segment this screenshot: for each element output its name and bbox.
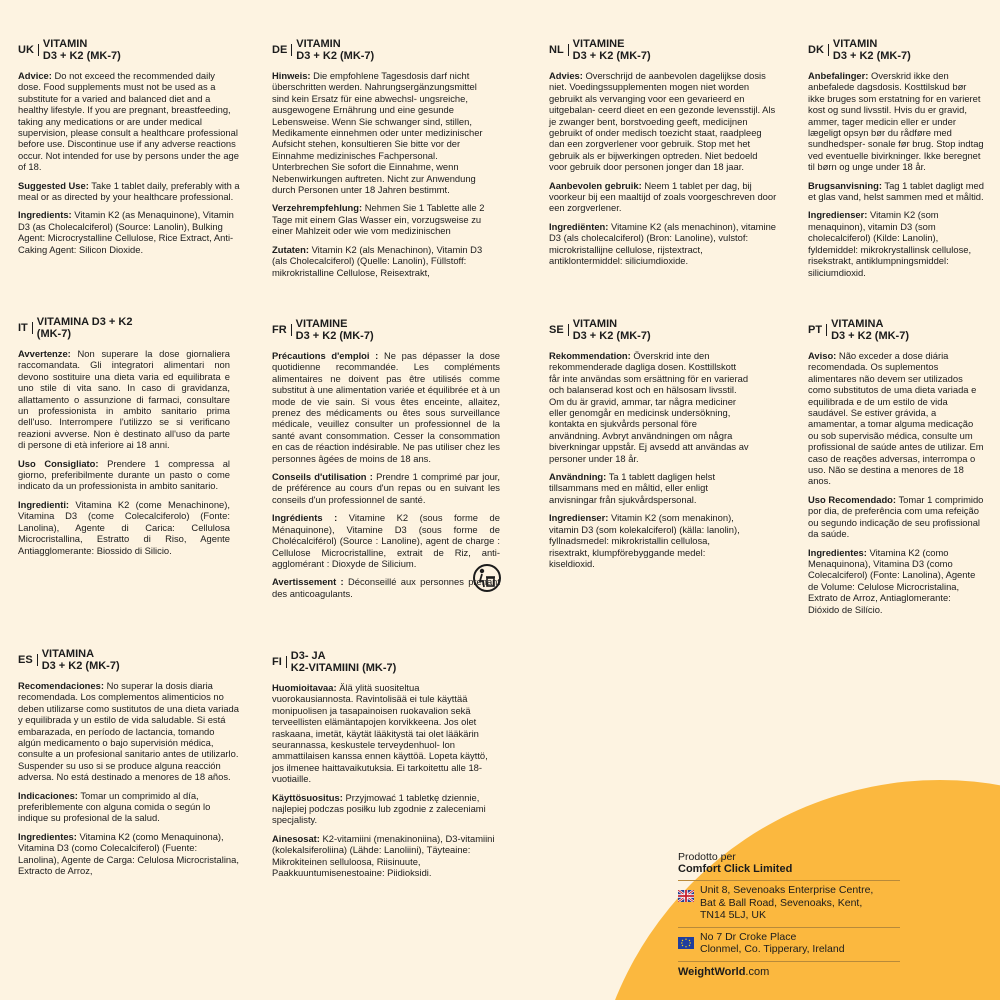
paragraph-label: Användning: bbox=[549, 471, 607, 483]
language-code: PT bbox=[808, 324, 827, 336]
language-code: IT bbox=[18, 322, 33, 334]
paragraph-text: Prendere 1 compressa al giorno, preferibilmente durante un pasto o come indicato da un professionista in ambito sanitario. bbox=[18, 457, 230, 492]
info-paragraph bbox=[272, 70, 494, 195]
product-title: VITAMINA D3 + K2 (MK-7) bbox=[831, 318, 909, 342]
uk-address-line: Bat & Ball Road, Sevenoaks, Kent, bbox=[700, 896, 863, 909]
paragraph-label: Verzehrempfehlung: bbox=[272, 202, 363, 214]
info-paragraph bbox=[18, 790, 240, 824]
paragraph-label: Avvertenze: bbox=[18, 348, 71, 359]
paragraph-label: Aanbevolen gebruik: bbox=[549, 179, 642, 191]
company-name: Comfort Click Limited bbox=[678, 863, 793, 875]
info-paragraph bbox=[18, 180, 240, 203]
info-paragraph bbox=[549, 180, 777, 214]
paragraph-text: K2-vitamiini (menakinoniina), D3-vitamiini (kolekalsiferoliina) (Lähde: Lanoliini), Täyteaine: Mikrokiteinen selluloosa, Riisinuute, Paakkuuntumisenestoaine: Piidioksidi. bbox=[272, 832, 495, 879]
paragraph-label: Uso Consigliato: bbox=[18, 457, 99, 469]
paragraph-label: Ingredienser: bbox=[808, 209, 868, 221]
product-title: VITAMINA D3 + K2 (MK-7) bbox=[41, 648, 120, 672]
paragraph-text: Do not exceed the recommended daily dose. Food supplements must not be used as a substitute for a varied and balanced diet and a healthy lifestyle. If you are pregnant, breastfeeding, taking any medications or are under medical supervision, please consult a healthcare professional before use. Discontinue use if any adverse reactions occur. Not intended for use by persons under the age of 18. bbox=[18, 70, 239, 173]
paragraph-text: Älä ylitä suositeltua vuorokausiannosta. Ravintolisää ei tule käyttää monipuolisen ja tasapainoisen ruokavalion sekä terveellisten elämäntapojen korvikkeena. Jos olet raskaana, imetät, käytät lääkitystä tai olet lääkärin seurannassa, keskustele terveydenhuol- lon ammattilaisen kanssa ennen käyttöä. Lopeta käyttö, jos ilmenee haittavaikutuksia. Ei tarkoitettu alle 18-vuotiaille. bbox=[272, 682, 488, 785]
paragraph-label: Ingredientes: bbox=[18, 830, 77, 842]
paragraph-text: Overschrijd de aanbevolen dagelijkse dosis niet. Voedingssupplementen mogen niet worden gebruikt als vervanging voor een gevarieerd en uitgebalan- ceerd dieet en een gezonde levensstijl. Als je zwanger bent, borstvoeding geeft, medicijnen gebruikt of onder medisch toezicht staat, raadpleeg dan een zorgverlener voor gebruik. Stop met het gebruik als er bijwerkingen optreden. Niet bedoeld voor gebruik door personen jonger dan 18 jaar. bbox=[549, 70, 776, 173]
paragraph-label: Ingredienti: bbox=[18, 498, 70, 510]
language-code: DE bbox=[272, 44, 292, 56]
panel-fi bbox=[272, 650, 497, 886]
panel-fr bbox=[272, 318, 500, 606]
product-title: VITAMIN D3 + K2 (MK-7) bbox=[42, 38, 121, 62]
language-code: UK bbox=[18, 44, 39, 56]
paragraph-label: Anbefalinger: bbox=[808, 70, 869, 81]
panel-heading bbox=[549, 38, 777, 62]
paragraph-text: Tag 1 tablet dagligt med et glas vand, helst sammen med et måltid. bbox=[808, 179, 984, 203]
info-paragraph bbox=[549, 221, 777, 267]
uk-address-line: Unit 8, Sevenoaks Enterprise Centre, bbox=[700, 884, 874, 896]
panel-nl bbox=[549, 38, 777, 274]
recycle-bin-icon bbox=[472, 563, 502, 593]
produced-for-label: Prodotto per bbox=[678, 851, 736, 863]
panel-dk bbox=[808, 38, 984, 285]
eu-address-line: No 7 Dr Croke Place bbox=[700, 930, 797, 943]
panel-es bbox=[18, 648, 240, 884]
paragraph-text: No superar la dosis diaria recomendada. Los complementos alimenticios no deben utilizarse como sustitutos de una dieta variada y equilibrada y un estilo de vida saludable. Si está embarazada, en período de lactancia, tomando algún medicamento o bajo supervisión médica, consulte a un profesional sanitario antes de utilizarlo. Suspender su uso si se produce alguna reacción adversa. No está destinado a menores de 18 años. bbox=[18, 680, 239, 783]
paragraph-label: Conseils d'utilisation : bbox=[272, 471, 373, 483]
paragraph-text: Tomar un comprimido al día, preferiblemente con alguna comida o según lo indique su profesional de la salud. bbox=[18, 789, 211, 824]
paragraph-label: Ingredients: bbox=[18, 209, 72, 221]
language-code: SE bbox=[549, 324, 569, 336]
panel-heading bbox=[808, 318, 984, 342]
info-paragraph bbox=[272, 202, 494, 236]
paragraph-text: Vitamina K2 (como Menaquinona), Vitamina D3 (como Colecalciferol) (Fuente: Lanolina), Agente de Carga: Celulosa Microcristalina, Extracto de Arroz, bbox=[18, 830, 239, 877]
product-title: D3- JA K2-VITAMIINI (MK-7) bbox=[290, 650, 397, 674]
info-paragraph bbox=[18, 209, 240, 255]
paragraph-label: Précautions d'emploi : bbox=[272, 350, 379, 361]
info-paragraph bbox=[272, 471, 500, 505]
paragraph-text: Vitamina K2 (come Menachinone), Vitamina D3 (come Colecalciferolo) (Fonte: Lanolina), Agente di Carica: Cellulosa Microcristallina, Estratto di Riso, Agente Antiagglomerante: Biossido di Silicio. bbox=[18, 498, 230, 556]
paragraph-text: Vitamin K2 (som menaquinon), vitamin D3 (som cholecalciferol) (Kilde: Lanolin), fyldemiddel: mikrokrystallinsk cellulose, risekstrakt, antiklumpningsmiddel: siliciumdioxid. bbox=[808, 209, 972, 278]
panel-it bbox=[18, 316, 230, 563]
info-paragraph bbox=[272, 833, 497, 879]
info-paragraph bbox=[549, 512, 749, 569]
info-paragraph bbox=[272, 792, 497, 826]
paragraph-text: Ne pas dépasser la dose quotidienne recommandée. Les compléments alimentaires ne doivent pas être utilisés comme substitut à une alimentation variée et équilibrée et à un mode de vie sain. Si vous êtes enceinte, allaitez, prenez des médicaments ou êtes sous surveillance médicale, veuillez consulter un professionnel de la santé avant consommation. Cesser la consommation en cas de réaction indésirable. Ne pas utiliser chez les personnes âgées de moins de 18 ans. bbox=[272, 350, 500, 464]
paragraph-label: Zutaten: bbox=[272, 243, 309, 255]
info-paragraph bbox=[549, 471, 749, 505]
product-title: VITAMINE D3 + K2 (MK-7) bbox=[295, 318, 374, 342]
product-title: VITAMINA D3 + K2 (MK-7) bbox=[36, 316, 133, 340]
paragraph-text: Prendre 1 comprimé par jour, de préférence au cours d'un repas ou en suivant les conseils d'un professionnel de santé. bbox=[272, 471, 500, 505]
paragraph-text: Vitamine K2 (als menachinon), vitamine D3 (als cholecalciferol) (Bron: Lanoline), vulstof: microkristallijne cellulose, rijstextract, antiklontermiddel: siliciumdioxide. bbox=[549, 220, 777, 267]
paragraph-label: Uso Recomendado: bbox=[808, 493, 897, 505]
panel-heading bbox=[549, 318, 749, 342]
panel-uk bbox=[18, 38, 240, 262]
eu-flag-icon bbox=[678, 937, 694, 949]
manufacturer-address-block bbox=[678, 851, 900, 978]
paragraph-label: Advies: bbox=[549, 70, 583, 81]
language-code: ES bbox=[18, 654, 38, 666]
website-brand: WeightWorld bbox=[678, 965, 746, 978]
info-paragraph bbox=[18, 499, 230, 556]
paragraph-label: Ingrediënten: bbox=[549, 220, 609, 232]
language-code: NL bbox=[549, 44, 569, 56]
language-code: DK bbox=[808, 44, 829, 56]
website-url[interactable] bbox=[678, 961, 900, 978]
paragraph-label: Ainesosat: bbox=[272, 832, 320, 844]
panel-de bbox=[272, 38, 494, 285]
paragraph-text: Non superare la dose giornaliera raccomandata. Gli integratori alimentari non devono sostituire una dieta varia ed equilibrata e uno stile di vita sano. In caso di gravidanza, allattamento o assunzione di farmaci, consultare un professionista in ambito sanitario prima dell'uso. Interrompere l'utilizzo se si verificano reazioni avverse. Non è destinato all'uso da parte di persone di età inferiore ai 18 anni. bbox=[18, 348, 230, 451]
paragraph-text: Vitamine K2 (sous forme de Ménaquinone), Vitamine D3 (sous forme de Cholécalciférol) (Source : Lanoline), agent de charge : Cellulose Microcristalline, extrait de Riz, anti-agglomérant : Dioxyde de Silicium. bbox=[272, 512, 500, 569]
info-paragraph bbox=[549, 70, 777, 173]
paragraph-text: Przyjmować 1 tabletkę dziennie, najlepiej podczas posiłku lub zgodnie z zaleceniami specjalisty. bbox=[272, 791, 486, 826]
info-paragraph bbox=[18, 348, 230, 451]
paragraph-label: Brugsanvisning: bbox=[808, 179, 882, 191]
info-paragraph bbox=[549, 350, 749, 464]
product-title: VITAMIN D3 + K2 (MK-7) bbox=[572, 318, 651, 342]
info-paragraph bbox=[808, 350, 984, 487]
info-paragraph bbox=[272, 244, 494, 278]
info-paragraph bbox=[18, 70, 240, 173]
paragraph-label: Advice: bbox=[18, 70, 52, 81]
panel-heading bbox=[808, 38, 984, 62]
panel-heading bbox=[272, 650, 497, 674]
info-paragraph bbox=[272, 350, 500, 464]
info-paragraph bbox=[272, 512, 500, 569]
paragraph-label: Ingrédients : bbox=[272, 512, 338, 524]
paragraph-text: Die empfohlene Tagesdosis darf nicht überschritten werden. Nahrungsergänzungsmittel sind kein Ersatz für eine abwechsl- ungsreiche, ausgewogene Ernährung und eine gesunde Lebensweise. Wenn Sie schwanger sind, stillen, Medikamente einnehmen oder unter medizinischer Aufsicht stehen, konsultieren Sie bitte vor der Einnahme medizinisches Fachpersonal. Unterbrechen Sie sofort die Einnahme, wenn Nebenwirkungen auftreten. Nicht zur Anwendung durch Personen unter 18 Jahren bestimmt. bbox=[272, 70, 483, 196]
paragraph-text: Tomar 1 comprimido por dia, de preferência com uma refeição ou segundo indicação de seu profissional da saúde. bbox=[808, 493, 984, 540]
panel-heading bbox=[18, 38, 240, 62]
paragraph-text: Vitamin K2 (as Menaquinone), Vitamin D3 (as Cholecalciferol) (Source: Lanolin), Bulking Agent: Microcrystalline Cellulose, Rice Extract, Anti-Caking Agent: Silicon Dioxide. bbox=[18, 209, 234, 255]
info-paragraph bbox=[808, 180, 984, 203]
panel-pt bbox=[808, 318, 984, 622]
eu-address-line: Clonmel, Co. Tipperary, Ireland bbox=[700, 943, 845, 955]
panel-heading bbox=[18, 316, 230, 340]
language-code: FR bbox=[272, 324, 292, 336]
paragraph-label: Indicaciones: bbox=[18, 789, 78, 801]
paragraph-text: Vitamin K2 (som menakinon), vitamin D3 (som kolekalciferol) (källa: lanolin), fyllnadsmedel: mikrokristallin cellulosa, risextrakt, klumpförebyggande medel: kiseldioxid. bbox=[549, 512, 740, 569]
paragraph-text: Vitamin K2 (als Menachinon), Vitamin D3 (als Cholecalciferol) (Quelle: Lanolin), Füllstoff: mikrokristalline Cellulose, Reisextrakt, bbox=[272, 243, 483, 278]
website-domain: .com bbox=[745, 965, 770, 978]
eu-address-row bbox=[678, 927, 900, 961]
product-title: VITAMINE D3 + K2 (MK-7) bbox=[572, 38, 651, 62]
info-paragraph bbox=[808, 494, 984, 540]
language-code: FI bbox=[272, 656, 287, 668]
paragraph-text: Déconseillé aux personnes prenant des anticoagulants. bbox=[272, 576, 500, 599]
paragraph-label: Rekommendation: bbox=[549, 350, 631, 361]
uk-flag-icon bbox=[678, 890, 694, 902]
paragraph-text: Não exceder a dose diária recomendada. Os suplementos alimentares não devem ser utilizados como substitutos de uma dieta variada e equilibrada e de um estilo de vida saudável. Se estiver grávida, a amamentar, a tomar alguma medicação ou sob supervisão médica, consulte um profissional de saúde antes de utilizar. Em caso de reações adversas, interrompa o uso. Não se destina a menores de 18 anos. bbox=[808, 350, 984, 487]
paragraph-text: Take 1 tablet daily, preferably with a meal or as directed by your healthcare professional. bbox=[18, 179, 240, 203]
paragraph-text: Nehmen Sie 1 Tablette alle 2 Tage mit einem Glas Wasser ein, vorzugsweise zu einer Mahlzeit oder wie vom medizinischen bbox=[272, 202, 485, 237]
paragraph-label: Avertissement : bbox=[272, 576, 344, 588]
paragraph-label: Recomendaciones: bbox=[18, 680, 104, 691]
paragraph-label: Suggested Use: bbox=[18, 179, 89, 191]
paragraph-text: Neem 1 tablet per dag, bij voorkeur bij een maaltijd of zoals voorgeschreven door een zorgverlener. bbox=[549, 179, 777, 214]
paragraph-text: Vitamina K2 (como Menaquinona), Vitamina D3 (como Colecalciferol) (Fonte: Lanolina), Agente de Volume: Celulose Microcristalina, Extrato de Arroz, Antiaglomerante: Dióxido de Silício. bbox=[808, 546, 976, 615]
info-paragraph bbox=[808, 70, 984, 173]
paragraph-label: Ingredientes: bbox=[808, 546, 867, 558]
panel-heading bbox=[272, 318, 500, 342]
product-title: VITAMIN D3 + K2 (MK-7) bbox=[296, 38, 375, 62]
paragraph-label: Aviso: bbox=[808, 350, 837, 361]
info-paragraph bbox=[272, 682, 497, 785]
paragraph-label: Ingredienser: bbox=[549, 512, 609, 524]
uk-address-line: TN14 5LJ, UK bbox=[700, 909, 766, 921]
info-paragraph bbox=[272, 576, 500, 599]
paragraph-label: Hinweis: bbox=[272, 70, 311, 81]
panel-heading bbox=[18, 648, 240, 672]
paragraph-text: Overskrid ikke den anbefalede dagsdosis. Kosttilskud bør ikke bruges som erstatning for en varieret kost og sund livsstil. Hvis du er gravid, ammer, tager medicin eller er under lægeligt opsyn bør du rådføre med sundhedsper- sonale før brug. Stop indtag ved eventuelle bivirkninger. Ikke beregnet til børn og unge under 18 år. bbox=[808, 70, 984, 173]
product-title: VITAMIN D3 + K2 (MK-7) bbox=[832, 38, 911, 62]
panel-heading bbox=[272, 38, 494, 62]
info-paragraph bbox=[18, 680, 240, 783]
panel-se bbox=[549, 318, 749, 576]
info-paragraph bbox=[808, 547, 984, 615]
paragraph-text: Överskrid inte den rekommenderade dagliga dosen. Kosttillskott får inte användas som ersättning för en varierad och balanserad kost och en hälsosam livsstil. Om du är gravid, ammar, tar några mediciner eller genomgår en medicinsk undersökning, kontakta en sjukvårds personal före användning. Avbryt användningen om några biverkningar uppstår. Ej avsedd att användas av personer under 18 år. bbox=[549, 350, 749, 464]
paragraph-label: Huomioitavaa: bbox=[272, 682, 337, 693]
uk-address-row bbox=[678, 880, 900, 927]
paragraph-text: Ta 1 tablett dagligen helst tillsammans med en måltid, eller enligt anvisningar från sjukvårdspersonal. bbox=[549, 471, 716, 505]
info-paragraph bbox=[18, 458, 230, 492]
info-paragraph bbox=[18, 831, 240, 877]
info-paragraph bbox=[808, 209, 984, 277]
paragraph-label: Käyttösuositus: bbox=[272, 791, 343, 803]
